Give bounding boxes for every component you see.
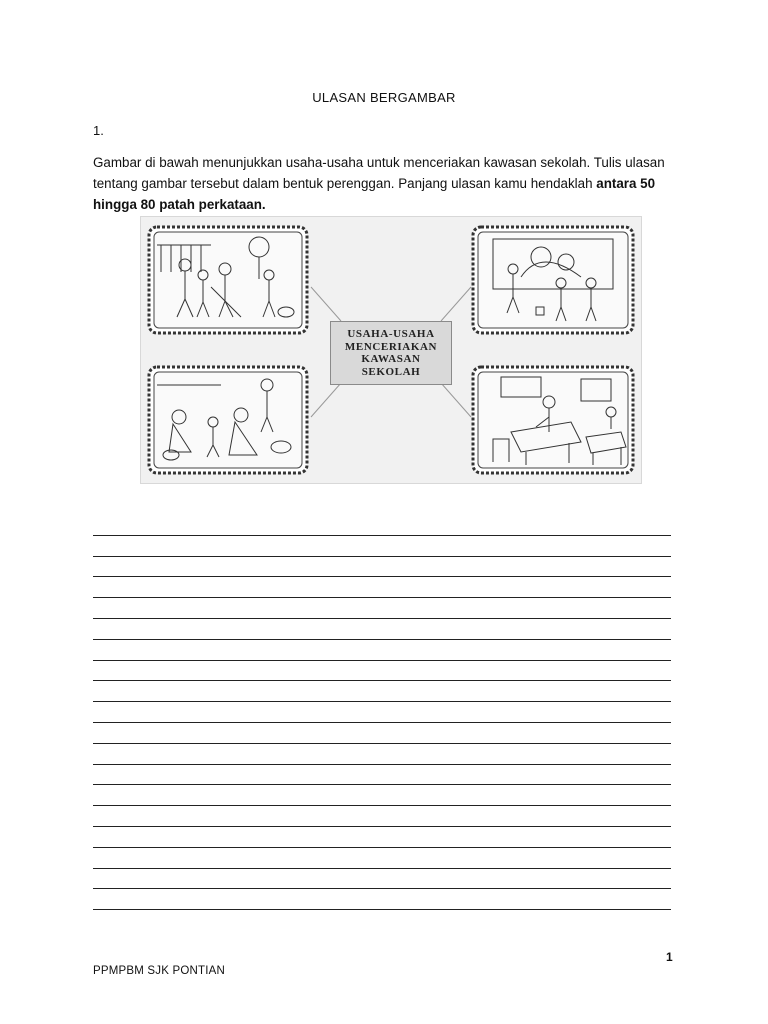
answer-line[interactable] xyxy=(93,827,671,848)
answer-line[interactable] xyxy=(93,848,671,869)
page-number: 1 xyxy=(666,950,673,964)
answer-line[interactable] xyxy=(93,744,671,765)
answer-line[interactable] xyxy=(93,723,671,744)
panel-painting xyxy=(473,227,633,333)
answer-line[interactable] xyxy=(93,557,671,578)
answer-line[interactable] xyxy=(93,536,671,557)
answer-line[interactable] xyxy=(93,515,671,536)
answer-line[interactable] xyxy=(93,577,671,598)
answer-line[interactable] xyxy=(93,765,671,786)
panel-gardening xyxy=(149,227,307,333)
answer-line[interactable] xyxy=(93,619,671,640)
panel-planting xyxy=(149,367,307,473)
answer-lines xyxy=(93,515,671,910)
answer-line[interactable] xyxy=(93,598,671,619)
answer-line[interactable] xyxy=(93,681,671,702)
instruction-text: Gambar di bawah menunjukkan usaha-usaha untuk menceriakan kawasan sekolah. Tulis ulasan tentang gambar tersebut dalam bentuk perenggan. Panjang ulasan kamu hendaklah xyxy=(93,155,665,191)
answer-line[interactable] xyxy=(93,640,671,661)
question-instruction xyxy=(93,152,683,215)
page-title: ULASAN BERGAMBAR xyxy=(312,90,456,105)
figure-center-label: USAHA-USAHA MENCERIAKAN KAWASAN SEKOLAH xyxy=(330,321,452,385)
panel-classroom xyxy=(473,367,633,473)
answer-line[interactable] xyxy=(93,869,671,890)
instruction-word-limit: antara 50 hingga 80 patah perkataan. xyxy=(93,176,656,212)
picture-stimulus xyxy=(140,216,642,484)
question-number: 1. xyxy=(93,123,104,138)
answer-line[interactable] xyxy=(93,889,671,910)
answer-line[interactable] xyxy=(93,702,671,723)
answer-line[interactable] xyxy=(93,661,671,682)
footer-text: PPMPBM SJK PONTIAN xyxy=(93,965,226,977)
answer-line[interactable] xyxy=(93,785,671,806)
answer-line[interactable] xyxy=(93,806,671,827)
